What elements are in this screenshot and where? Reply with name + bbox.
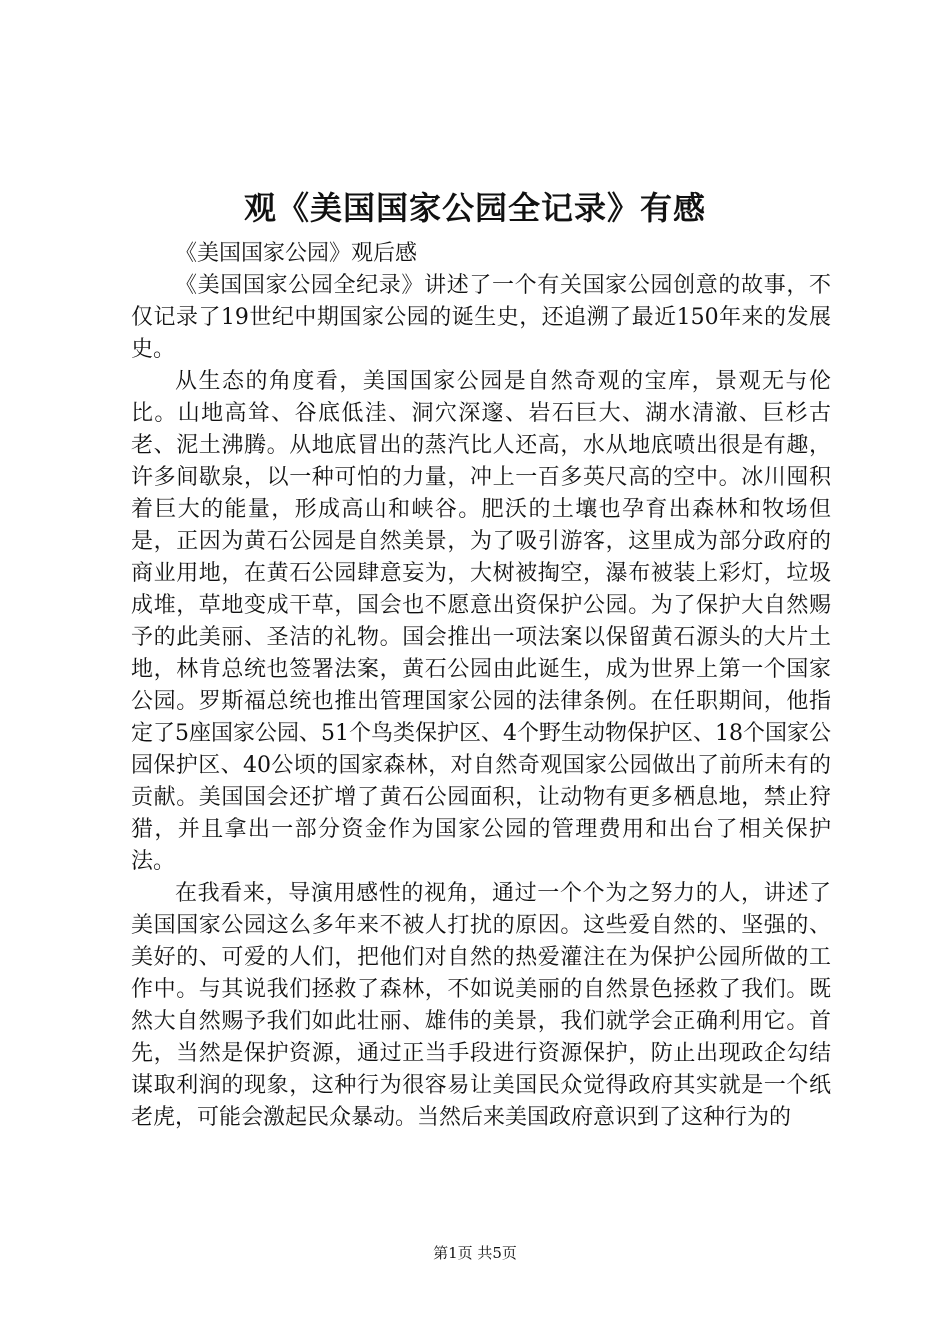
paragraph-intro: 《美国国家公园全纪录》讲述了一个有关国家公园创意的故事，不仅记录了19世纪中期国家公园的诞生史，还追溯了最近150年来的发展史。: [131, 273, 831, 362]
paragraph-opinion: 在我看来，导演用感性的视角，通过一个个为之努力的人，讲述了美国国家公园这么多年来不被人打扰的原因。这些爱自然的、坚强的、美好的、可爱的人们，把他们对自然的热爱灌注在为保护公园所做的工作中。与其说我们拯救了森林，不如说美丽的自然景色拯救了我们。既然大自然赐予我们如此壮丽、雄伟的美景，我们就学会正确利用它。首先，当然是保护资源，通过正当手段进行资源保护，防止出现政企勾结谋取利润的现象，这种行为很容易让美国民众觉得政府其实就是一个纸老虎，可能会激起民众暴动。当然后来美国政府意识到了这种行为的: [131, 881, 831, 1130]
document-title: 观《美国国家公园全记录》有感: [243, 189, 706, 227]
page-footer: 第1页 共5页: [433, 1244, 517, 1262]
document-body: [131, 238, 831, 1134]
paragraph-ecology: 从生态的角度看，美国国家公园是自然奇观的宝库，景观无与伦比。山地高耸、谷底低洼、洞穴深邃、岩石巨大、湖水清澈、巨杉古老、泥土沸腾。从地底冒出的蒸汽比人还高，水从地底喷出很是有趣，许多间歇泉，以一种可怕的力量，冲上一百多英尺高的空中。冰川囤积着巨大的能量，形成高山和峡谷。肥沃的土壤也孕育出森林和牧场但是，正因为黄石公园是自然美景，为了吸引游客，这里成为部分政府的商业用地，在黄石公园肆意妄为，大树被掏空，瀑布被装上彩灯，垃圾成堆，草地变成干草，国会也不愿意出资保护公园。为了保护大自然赐予的此美丽、圣洁的礼物。国会推出一项法案以保留黄石源头的大片土地，林肯总统也签署法案，黄石公园由此诞生，成为世界上第一个国家公园。罗斯福总统也推出管理国家公园的法律条例。在任职期间，他指定了5座国家公园、51个鸟类保护区、4个野生动物保护区、18个国家公园保护区、40公顷的国家森林，对自然奇观国家公园做出了前所未有的贡献。美国国会还扩增了黄石公园面积，让动物有更多栖息地，禁止狩猎，并且拿出一部分资金作为国家公园的管理费用和出台了相关保护法。: [131, 369, 831, 874]
paragraph-subtitle: 《美国国家公园》观后感: [175, 241, 418, 266]
